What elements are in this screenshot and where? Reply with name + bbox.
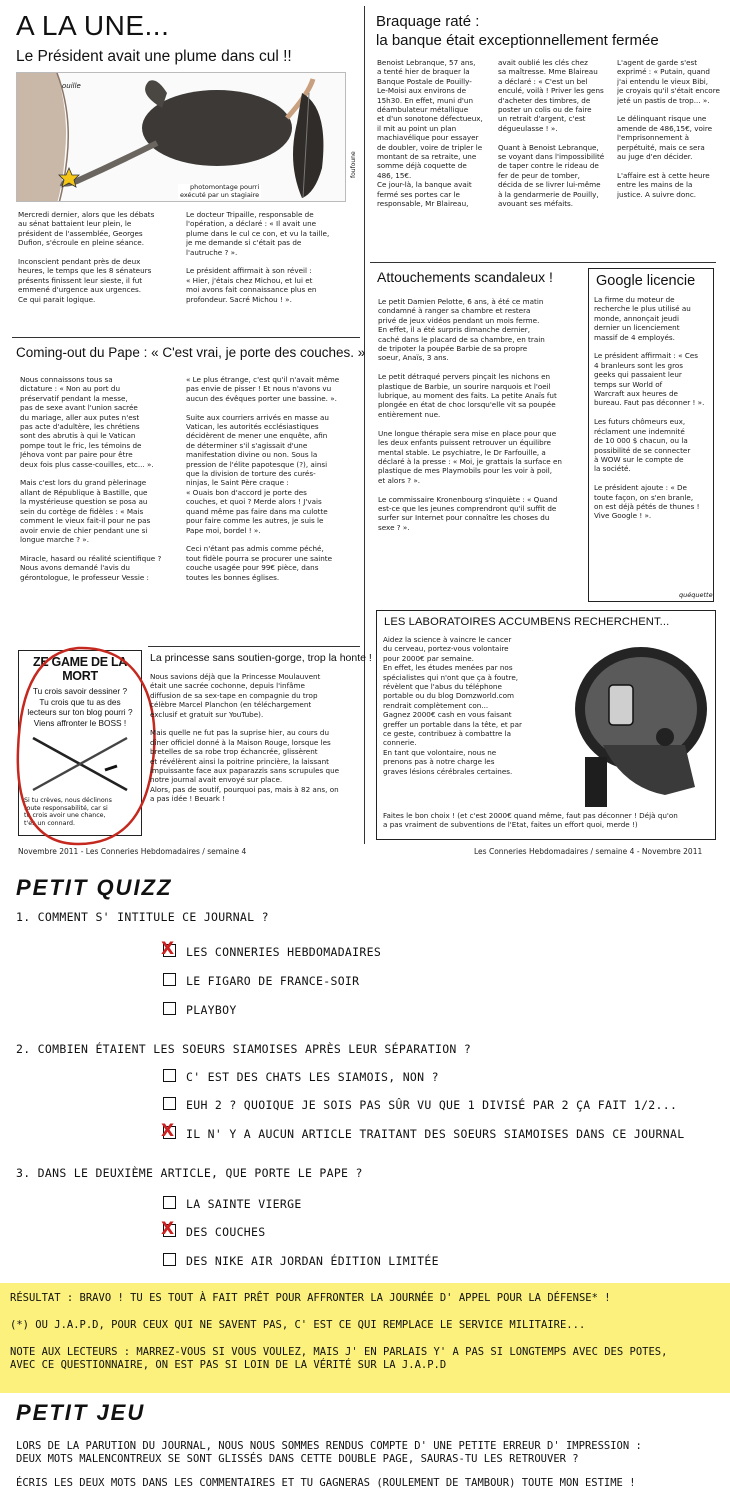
- question-2: 2. COMBIEN ÉTAIENT LES SOEURS SIAMOISES APRÈS LEUR SÉPARATION ?: [16, 1042, 472, 1056]
- red-circle-annotation: [8, 640, 158, 850]
- q2-option-3-checkbox[interactable]: [161, 1121, 176, 1141]
- front-photo: [16, 72, 346, 202]
- result-banner: [0, 1283, 730, 1393]
- q1-option-2-label: LE FIGARO DE FRANCE-SOIR: [186, 974, 360, 988]
- attouch-title: Attouchements scandaleux !: [377, 269, 553, 285]
- game-ad-disclaimer: Si tu crèves, nous déclinons toute responsabilité, car si tu crois avoir une chance, t'es un connard.: [24, 797, 112, 827]
- google-text: La firme du moteur de recherche le plus utilisé au monde, annonçait jeudi dernier un licenciement massif de 4 employés. Le président affirmait : « Ces 4 branleurs sont les gros geeks qui passaient leur temps sur World of Warcraft aux heures de bureau. Faut pas déconner ! ». Les futurs chômeurs eux, réclament une indemnité de 10 000 $ chacun, ou la possibilité de se connecter à WOW sur le compte de la société. Le président ajoute : « De toute façon, on s'en branle, on est déjà pétés de thunes ! Vive Google ! ».: [594, 295, 705, 521]
- q3-option-2-label: DES COUCHES: [186, 1225, 266, 1239]
- result-footnote: (*) OU J.A.P.D, POUR CEUX QUI NE SAVENT PAS, C' EST CE QUI REMPLACE LE SERVICE MILITAIRE...: [10, 1319, 586, 1331]
- photo-caption-ouille: ouille: [62, 82, 81, 90]
- game-ad-title: ZE GAME DE LA MORT: [32, 655, 128, 683]
- q1-option-3-checkbox[interactable]: [163, 1002, 176, 1015]
- lab-text: Aidez la science à vaincre le cancer du cerveau, portez-vous volontaire pour 2000€ par semaine. En effet, les études menées par nos spécialistes qui n'ont que ça à foutre, révèlent que l'abus du téléphone portable ou du blog Domzworld.com rendrait complètement con... Gagnez 2000€ cash en vous faisant greffer un portable dans la tête, et par ce geste, contribuez à combattre la connerie. En tant que volontaire, nous ne prenons pas à notre charge les graves lésions cérébrales certaines.: [383, 635, 522, 776]
- body-silhouette: [17, 73, 66, 202]
- princess-text: Nous savions déjà que la Princesse Moulauvent était une sacrée cochonne, depuis l'infâme diffusion de sa sex-tape en compagnie du trop célèbre Marcel Planchon (en téléchargement exclusif et gratuit sur YouTube). Mais quelle ne fut pas la suprise hier, au cours du dîner officiel donné à la Maison Rouge, lorsque les bretelles de sa robe trop échancrée, glissèrent et révélèrent ainsi la poitrine princière, la laissant impuissante face aux paparazzis sans scrupules que notre journal avait envoyé sur place. Alors, pas de soutif, pourquoi pas, mais à 82 ans, on a pas idée ! Beuark !: [150, 672, 340, 804]
- google-box: [588, 268, 714, 602]
- column-divider: [364, 6, 365, 844]
- game-text-1: LORS DE LA PARUTION DU JOURNAL, NOUS NOUS SOMMES RENDUS COMPTE D' UNE PETITE ERREUR D' IMPRESSION : DEUX MOTS MALENCONTREUX SE SONT GLISSÉS DANS CETTE DOUBLE PAGE, SAURAS-TU LES RETROUVER ?: [16, 1440, 642, 1465]
- q3-option-1-label: LA SAINTE VIERGE: [186, 1197, 302, 1211]
- pope-column-2: « Le plus étrange, c'est qu'il n'avait même pas envie de pisser ! Et nous n'avons vu aucun des évêques porter une bassine. ». Suite aux courriers arrivés en masse au Vatican, les autorités ecclésiastiques décidèrent de mener une enquête, afin de déterminer s'il s'agissait d'une manifestation divine ou non. Sous la pression de l'élite papotesque (?), ainsi que la division de torture des curés- ninjas, le Saint Père craque : « Ouais bon d'accord je porte des couches, et quoi ? Merde alors ! J'vais quand même pas faire dans ma culotte pour faire comme les autres, je suis le Pape moi, bordel ! ». Ceci n'étant pas admis comme péché, tout fidèle pourra se procurer une sainte couche usagée pour 99€ pièce, dans toutes les bonnes églises.: [186, 375, 340, 582]
- footer-left: Novembre 2011 - Les Conneries Hebdomadaires / semaine 4: [18, 847, 247, 856]
- lab-title: LES LABORATOIRES ACCUMBENS RECHERCHENT...: [384, 616, 670, 628]
- photo-credit: foufoune: [350, 151, 357, 178]
- game-title: PETIT JEU: [16, 1400, 146, 1425]
- photo-caption: photomontage pourri exécuté par un stagiaire: [180, 183, 260, 199]
- neck-vertebrae: [585, 757, 607, 807]
- q2-option-1-checkbox[interactable]: [163, 1069, 176, 1082]
- attouch-text: Le petit Damien Pelotte, 6 ans, à été ce matin condamné à ranger sa chambre et restera privé de jeux vidéos pendant un mois ferme. En effet, il a été surpris dimanche dernier, caché dans le placard de sa chambre, en train de tripoter la poupée Barbie de sa propre soeur, Anaïs, 3 ans. Le petit détraqué pervers pinçait les nichons en plastique de Barbie, un sourire narquois et l'oeil lubrique, au moment des faits. La petite Anaïs fut plongée en état de choc lorsqu'elle vit sa poupée entièrement nue. Une longue thérapie sera mise en place pour que les deux enfants puissent retrouver un équilibre mental stable. Le psychiatre, le Dr Farfouille, a déclaré à la presse : « Moi, je grattais la surface en plastique de mes Playmobils pour les voir à poil, et alors ? ». Le commissaire Kronenbourg s'inquiète : « Quand est-ce que les jeunes comprendront qu'il suffit de surfer sur Internet pour connaître les choses du sexe ? ».: [378, 297, 562, 532]
- princess-title: La princesse sans soutien-gorge, trop la honte !: [150, 652, 372, 664]
- pope-column-1: Nous connaissons tous sa dictature : « Non au port du préservatif pendant la messe, pas de sexe avant l'union sacrée du mariage, aller aux putes n'est pas acte d'adultère, les chrétiens sont des abrutis à qui le Vatican pompe tout le fric, les témoins de Jéhova vont par paire pour être deux fois plus casse-couilles, etc... ». Mais c'est lors du grand pèlerinage allant de République à Bastille, que la mystérieuse question se posa au sein du cortège de fidèles : « Mais comment le vieux fait-il pour ne pas avoir envie de chier pendant une si longue marche ? ». Miracle, hasard ou réalité scientifique ? Nous avons demandé l'avis du gérontologue, le professeur Vessie :: [20, 375, 162, 582]
- q3-option-3-label: DES NIKE AIR JORDAN ÉDITION LIMITÉE: [186, 1254, 439, 1268]
- game-text-2: ÉCRIS LES DEUX MOTS DANS LES COMMENTAIRES ET TU GAGNERAS (ROULEMENT DE TAMBOUR) TOUTE MON ESTIME !: [16, 1477, 636, 1489]
- ostrich-photomontage: [17, 73, 346, 202]
- pope-title: Coming-out du Pape : « C'est vrai, je porte des couches. »: [16, 345, 366, 360]
- lead-column-1: Mercredi dernier, alors que les débats au sénat battaient leur plein, le président de l'assemblée, Georges Dufion, s'écroule en pleine séance. Inconscient pendant près de deux heures, le temps que les 8 sénateurs présents finissent leur sieste, il fut emmené d'urgence aux urgences. Ce qui parait logique.: [18, 210, 155, 304]
- check-mark-icon: X: [161, 1219, 175, 1239]
- robbery-column-2: avait oublié les clés chez sa maîtresse. Mme Blaireau a déclaré : « C'est un bel enculé, voilà ! Priver les gens d'acheter des timbres, de poster un colis ou de faire un retrait d'argent, c'est dégueulasse ! ». Quant à Benoist Lebranque, se voyant dans l'impossibilité de taper contre le rideau de fer de peur de tomber, décida de se livrer lui-même à la gendarmerie de Pouilly, avouant ses méfaits.: [498, 58, 605, 209]
- google-credit: quéquette: [679, 591, 713, 599]
- quiz-title: PETIT QUIZZ: [16, 875, 173, 900]
- q1-option-2-checkbox[interactable]: [163, 973, 176, 986]
- q2-option-3-label: IL N' Y A AUCUN ARTICLE TRAITANT DES SOEURS SIAMOISES DANS CE JOURNAL: [186, 1127, 685, 1141]
- rule: [148, 646, 360, 647]
- lab-ad-box: [376, 610, 716, 840]
- rule: [12, 337, 360, 338]
- robbery-column-3: L'agent de garde s'est exprimé : « Putain, quand j'ai entendu le vieux Bibi, je croyais qu'il s'était encore jeté un pastis de trop... ». Le délinquant risque une amende de 486,15€, voire l'emprisonnement à perpétuité, mais ce sera au juge d'en décider. L'affaire est à cette heure entre les mains de la justice. A suivre donc.: [617, 58, 720, 199]
- result-line-1: RÉSULTAT : BRAVO ! TU ES TOUT À FAIT PRÊT POUR AFFRONTER LA JOURNÉE D' APPEL POUR LA DÉFENSE* !: [10, 1292, 611, 1304]
- q3-option-1-checkbox[interactable]: [163, 1196, 176, 1209]
- eye-socket: [656, 728, 674, 746]
- q3-option-3-checkbox[interactable]: [163, 1253, 176, 1266]
- q3-option-2-checkbox[interactable]: [161, 1219, 176, 1239]
- robbery-column-1: Benoist Lebranque, 57 ans, a tenté hier de braquer la Banque Postale de Pouilly- Le-Moisi aux environs de 15h30. En effet, muni d'un déambulateur métallique et d'un sonotone défectueux, il mit au point un plan machiavélique pour essayer de doubler, voire de tripler le montant de sa retraite, une somme déjà coquette de 486, 15€. Ce jour-là, la banque avait fermé ses portes car le responsable, Mr Blaireau,: [377, 58, 483, 209]
- question-3: 3. DANS LE DEUXIÈME ARTICLE, QUE PORTE LE PAPE ?: [16, 1166, 363, 1180]
- q2-option-2-checkbox[interactable]: [163, 1097, 176, 1110]
- q2-option-2-label: EUH 2 ? QUOIQUE JE SOIS PAS SÛR VU QUE 1 DIVISÉ PAR 2 ÇA FAIT 1/2...: [186, 1098, 678, 1112]
- game-ad-text: Tu crois savoir dessiner ? Tu crois que tu as des lecteurs sur ton blog pourri ? Viens affronter le BOSS !: [27, 686, 133, 728]
- q1-option-3-label: PLAYBOY: [186, 1003, 237, 1017]
- question-1: 1. COMMENT S' INTITULE CE JOURNAL ?: [16, 910, 269, 924]
- phone-implant: [609, 685, 633, 725]
- xray-skull-image: [545, 637, 713, 809]
- lab-footer: Faites le bon choix ! (et c'est 2000€ quand même, faut pas déconner ! Déjà qu'on a pas vraiment de subventions de l'Etat, faites un effort quoi, merde !): [383, 811, 678, 830]
- footer-right: Les Conneries Hebdomadaires / semaine 4 - Novembre 2011: [474, 847, 703, 856]
- q1-option-1-checkbox[interactable]: [161, 939, 176, 959]
- rule: [370, 262, 716, 263]
- q2-option-1-label: C' EST DES CHATS LES SIAMOIS, NON ?: [186, 1070, 439, 1084]
- google-title: Google licencie: [596, 273, 696, 289]
- masthead: A LA UNE...: [16, 10, 170, 41]
- robbery-title: Braquage raté : la banque était exceptionnellement fermée: [376, 13, 659, 49]
- headline: Le Président avait une plume dans cul !!: [16, 48, 292, 65]
- ostrich-body: [142, 90, 292, 166]
- lead-column-2: Le docteur Tripaille, responsable de l'opération, a déclaré : « Il avait une plume dans le cul ce con, et vu la taille, je me demande si c'était pas de l'autruche ? ». Le président affirmait à son réveil : « Hier, j'étais chez Michou, et lui et moi avons fait connaissance plus en profondeur. Sacré Michou ! ».: [186, 210, 330, 304]
- q1-option-1-label: LES CONNERIES HEBDOMADAIRES: [186, 945, 382, 959]
- result-note: NOTE AUX LECTEURS : MARREZ-VOUS SI VOUS VOULEZ, MAIS J' EN PARLAIS Y' A PAS SI LONGTEMPS AVEC DES POTES, AVEC CE QUESTIONNAIRE, ON EST PAS SI LOIN DE LA VÉRITÉ SUR LA J.A.P.D: [10, 1346, 668, 1371]
- red-circle-stroke: [18, 648, 155, 844]
- check-mark-icon: X: [161, 1121, 175, 1141]
- check-mark-icon: X: [161, 939, 175, 959]
